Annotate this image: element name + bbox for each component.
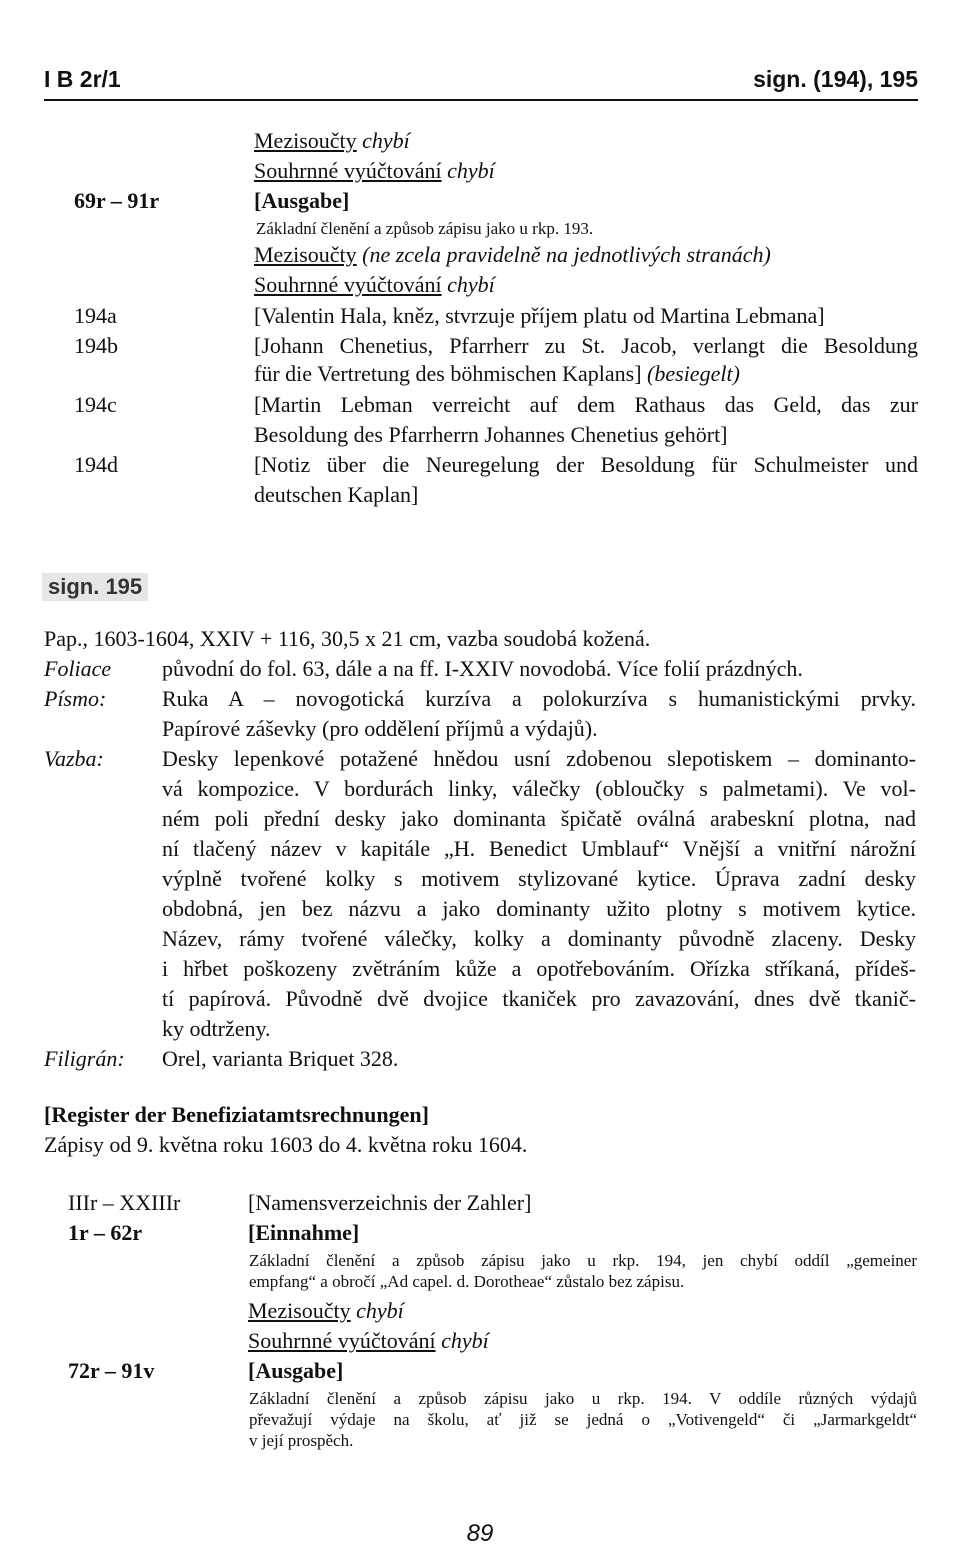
header-rule — [44, 99, 918, 101]
document-page: I B 2r/1 sign. (194), 195 Mezisoučty chybí Souhrnné vyúčtování chybí 69r – 91r [Ausgabe] Základní členění a způsob zápisu jako u rkp. 193. Mezisoučty (ne zcela pravidelně na jednotlivých stranách) Souhrnné vyúčtování chybí 194a [Valentin Hala, kněz, stvrzuje příjem platu od Martina Lebmana] 194b [Johann Chenetius, Pfarrherr zu St. Jacob, verlangt die Besoldung für die Vertretung des böhmischen Kaplans] (besiegelt) 194c [Martin Lebman verreicht auf dem Rathaus das Geld, das zur Besoldung des Pfarrherrn Johannes Chenetius gehört] 194d [Notiz über die Neuregelung der Besoldung für Schulmeister und deutschen Kaplan] sign. 195 Pap., 1603-1604, XXIV + 116, 30,5 x 21 cm, vazba soudobá kožená. Foliace původní do fol. 63, dále a na ff. I-XXIV novodobá. Více folií prázdných. Písmo: Ruka A – novogotická kurzíva a polokurzíva s humanistickými prvky. Papírové záševky (pro oddělení příjmů a výdajů). Vazba: Desky lepenkové potažené hnědou usní zdobenou slepotiskem – dominanto- vá kompozice. V bordurách linky, válečky (obloučky s palmetami). Ve vol- ném poli přední desky jako dominanta špičatě oválná arabeskní plotna, nad ní tlačený název v kapitále „H. Benedict Umblauf“ Vnější a vnitřní nárožní výplně tvořené kolky s motivem stylizované kytice. Úprava zadní desky obdobná, jen bez názvu a jako dominanty užito plotny s motivem kytice. Název, rámy tvořené válečky, kolky a dominanty původně zlaceny. Desky i hřbet poškozeny zvětráním kůže a opotřebováním. Ořízka stříkaná, přídeš- tí papírová. Původně dvě dvojice tkaniček pro zavazování, dnes dvě tkanič- ky odtrženy. Filigrán: Orel, varianta Briquet 328. [Register der Benefiziatamtsrechnungen] Zápisy od 9. května roku 1603 do 4. května roku 1604. IIIr – XXIIIr [Namensverzeichnis der Zahler] 1r – 62r [Einnahme] Základní členění a způsob zápisu jako u rkp. 194, jen chybí oddíl „gemeiner empfang“ a obročí „Ad capel. d. Dorotheae“ zůstalo bez zápisu. Mezisoučty chybí Souhrnné vyúčtování chybí 72r – 91v [Ausgabe] Základní členění a způsob zápisu jako u rkp. 194. V oddíle různých výdajů převažují výdaje na školu, ať již se jedná o „Votivengeld“ či „Jarmarkgeldt“ v její prospěch. 89 — [0, 0, 960, 1567]
folio-range: 69r – 91r — [74, 188, 160, 213]
page-number: 89 — [466, 1520, 494, 1547]
section-title: [Ausgabe] — [254, 188, 350, 213]
header-signature: I B 2r/1 — [44, 66, 121, 92]
sign-heading: sign. 195 — [42, 573, 148, 601]
header-sign-range: sign. (194), 195 — [753, 66, 918, 92]
